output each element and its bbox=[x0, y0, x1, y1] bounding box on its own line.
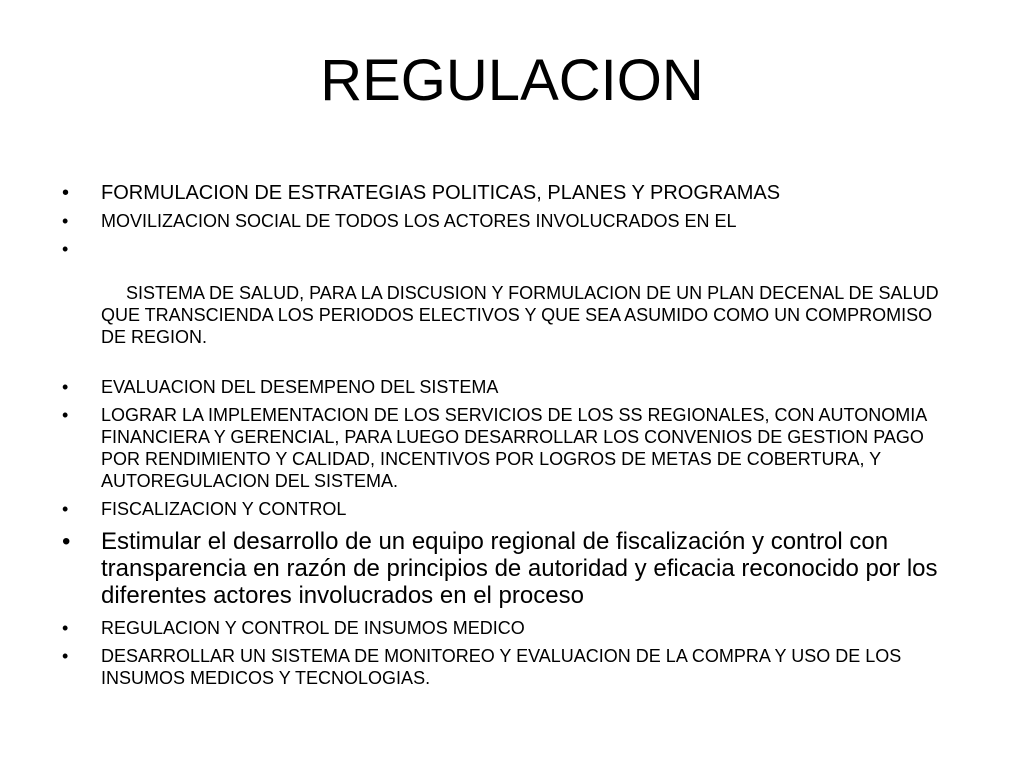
bullet-dot: • bbox=[62, 239, 69, 259]
bullet-text: REGULACION Y CONTROL DE INSUMOS MEDICO bbox=[101, 618, 525, 638]
bullet-text: DESARROLLAR UN SISTEMA DE MONITOREO Y EVALUACION DE LA COMPRA Y USO DE LOS INSUMOS MEDICOS Y TECNOLOGIAS. bbox=[101, 646, 902, 688]
bullet-item bbox=[62, 210, 962, 232]
bullet-dot: • bbox=[62, 182, 70, 204]
bullet-dot: • bbox=[62, 528, 71, 555]
bullet-dot: • bbox=[62, 646, 69, 666]
bullet-text: SISTEMA DE SALUD, PARA LA DISCUSION Y FORMULACION DE UN PLAN DECENAL DE SALUD QUE TRANSCIENDA LOS PERIODOS ELECTIVOS Y QUE SEA ASUMIDO COMO UN COMPROMISO DE REGION. bbox=[101, 283, 944, 347]
bullet-text: MOVILIZACION SOCIAL DE TODOS LOS ACTORES INVOLUCRADOS EN EL bbox=[101, 211, 737, 231]
bullet-item bbox=[62, 238, 962, 370]
bullet-item bbox=[62, 498, 962, 520]
bullet-list bbox=[62, 182, 962, 695]
bullet-item bbox=[62, 617, 962, 639]
bullet-item bbox=[62, 528, 962, 609]
slide-title: REGULACION bbox=[320, 48, 704, 113]
bullet-text: LOGRAR LA IMPLEMENTACION DE LOS SERVICIOS DE LOS SS REGIONALES, CON AUTONOMIA FINANCIERA Y GERENCIAL, PARA LUEGO DESARROLLAR LOS CONVENIOS DE GESTION PAGO POR RENDIMIENTO Y CALIDAD, INCENTIVOS POR LOGROS DE METAS DE COBERTURA, Y AUTOREGULACION DEL SISTEMA. bbox=[101, 405, 927, 491]
bullet-dot: • bbox=[62, 618, 69, 638]
bullet-dot: • bbox=[62, 211, 69, 231]
bullet-item bbox=[62, 645, 962, 689]
bullet-item bbox=[62, 376, 962, 398]
bullet-text: FORMULACION DE ESTRATEGIAS POLITICAS, PLANES Y PROGRAMAS bbox=[101, 182, 781, 204]
bullet-dot: • bbox=[62, 499, 69, 519]
bullet-item bbox=[62, 182, 962, 204]
bullet-text: EVALUACION DEL DESEMPENO DEL SISTEMA bbox=[101, 377, 499, 397]
bullet-dot: • bbox=[62, 377, 69, 397]
bullet-item bbox=[62, 404, 962, 492]
bullet-text: Estimular el desarrollo de un equipo regional de fiscalización y control con transparencia en razón de principios de autoridad y eficacia reconocido por los diferentes actores involucrados en el proceso bbox=[101, 528, 938, 609]
bullet-dot: • bbox=[62, 405, 69, 425]
bullet-text: FISCALIZACION Y CONTROL bbox=[101, 499, 347, 519]
